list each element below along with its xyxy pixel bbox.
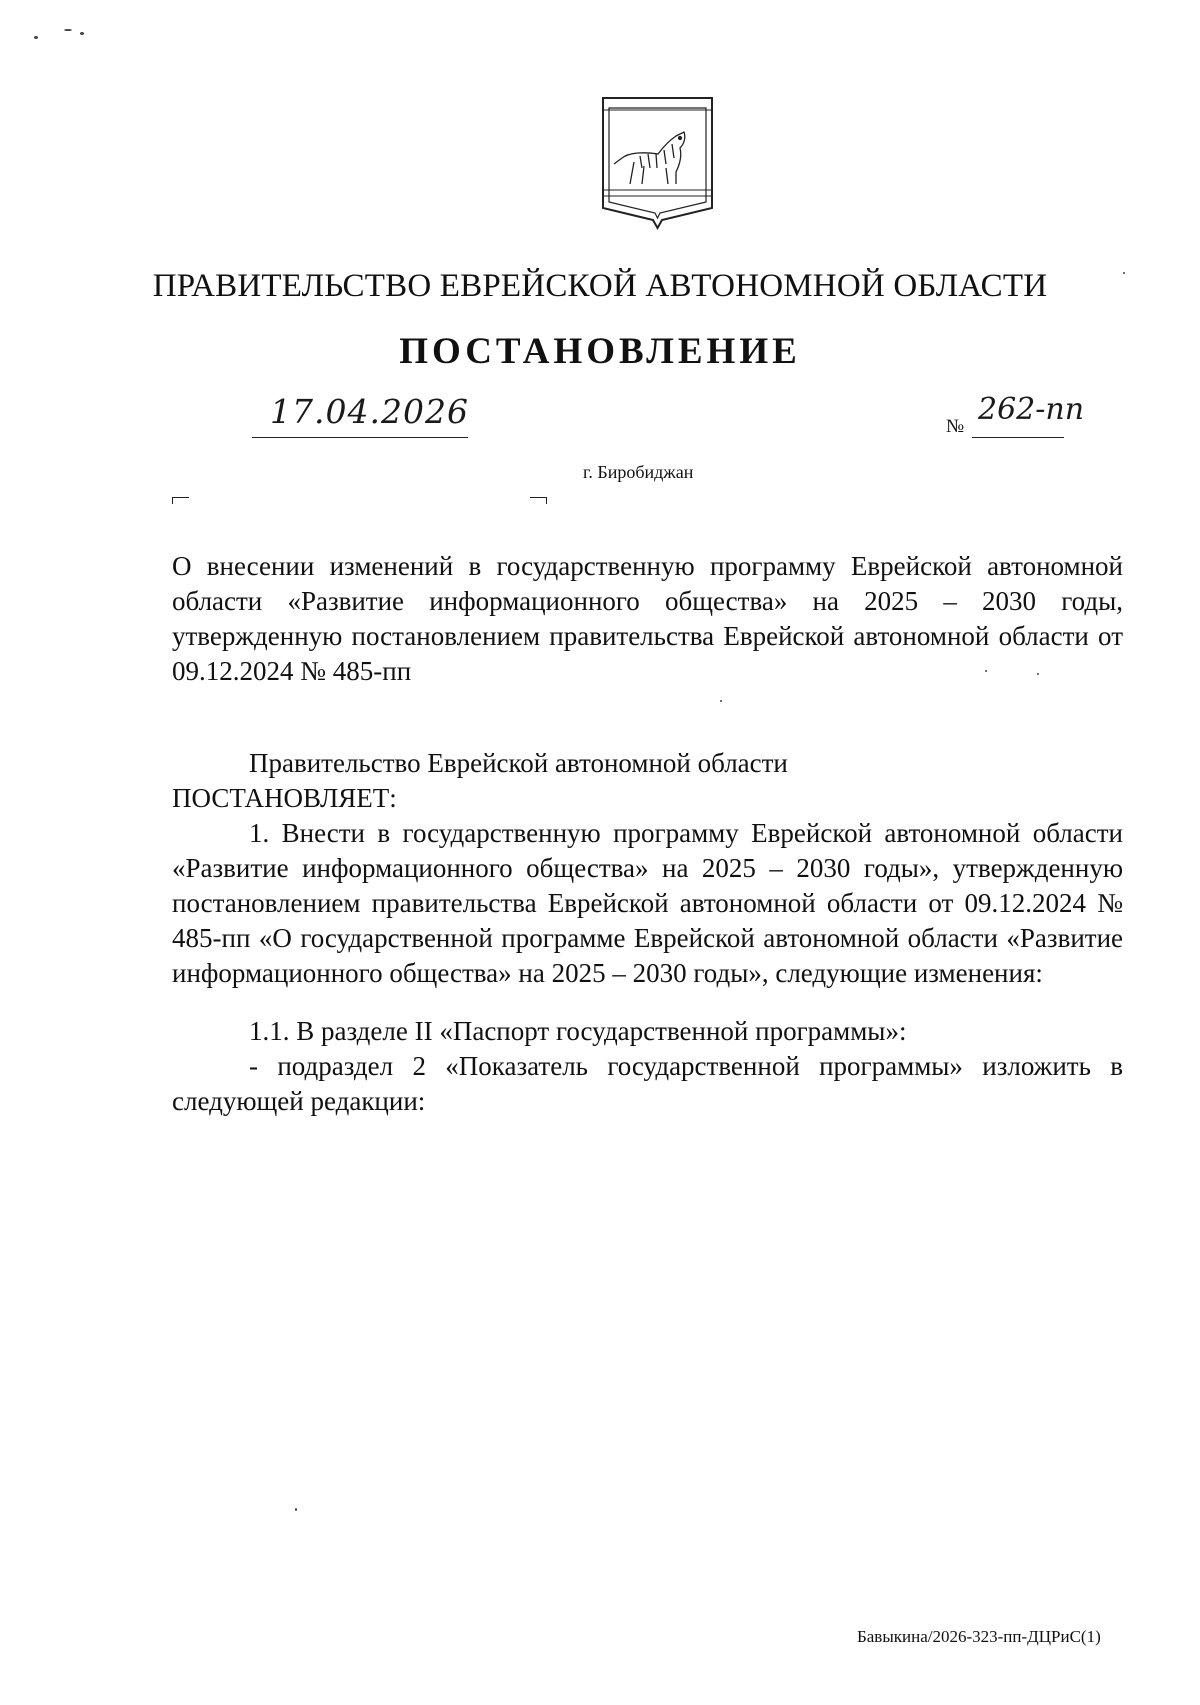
scan-speck	[985, 670, 987, 672]
scan-speck	[34, 36, 38, 39]
scan-speck	[720, 700, 722, 702]
footer-code: Бавыкина/2026-323-пп-ДЦРиС(1)	[857, 1627, 1101, 1646]
sub-item: - подраздел 2 «Показатель государственной программы» изложить в следующей редакции:	[172, 1051, 1123, 1116]
coat-of-arms-icon	[600, 96, 715, 236]
date-underline	[252, 437, 468, 438]
scan-speck	[64, 29, 72, 31]
date-field	[252, 392, 468, 438]
scan-speck	[80, 32, 84, 35]
preamble	[172, 746, 1123, 816]
subject-heading	[172, 549, 1123, 689]
handwritten-date: 17.04.2026	[270, 392, 469, 431]
number-underline	[972, 437, 1064, 438]
city-label: г. Биробиджан	[583, 462, 694, 482]
document-type-heading: ПОСТАНОВЛЕНИЕ	[399, 331, 801, 372]
clause-1-1: 1.1. В разделе II «Паспорт государственной программы»:	[249, 1016, 907, 1046]
corner-mark-right	[530, 497, 547, 504]
number-label: №	[946, 416, 965, 437]
scan-speck	[295, 1508, 297, 1511]
subject-line-1: О внесении изменений в государственную программу Еврейской автономной	[172, 551, 1123, 581]
preamble-line-2: ПОСТАНОВЛЯЕТ:	[172, 783, 397, 813]
government-title: ПРАВИТЕЛЬСТВО ЕВРЕЙСКОЙ АВТОНОМНОЙ ОБЛАСТИ	[152, 268, 1048, 304]
preamble-line-1: Правительство Еврейской автономной области	[249, 748, 788, 778]
subject-rest: области «Развитие информационного общества» на 2025 – 2030 годы, утвержденную постановлением правительства Еврейской автономной области от 09.12.2024 № 485-пп	[172, 586, 1123, 686]
number-field	[972, 392, 1085, 438]
scan-speck	[1123, 272, 1125, 274]
clause-1: 1. Внести в государственную программу Еврейской автономной области «Развитие информационного общества» на 2025 – 2030 годы», утвержденную постановлением правительства Еврейской автономной области от 09.12.2024 № 485-пп «О государственной программе Еврейской автономной области «Развитие информационного общества» на 2025 – 2030 годы», следующие изменения:	[172, 818, 1123, 988]
corner-mark-left	[172, 497, 189, 504]
handwritten-number: 262-пп	[978, 392, 1085, 427]
scan-speck	[1037, 673, 1039, 675]
